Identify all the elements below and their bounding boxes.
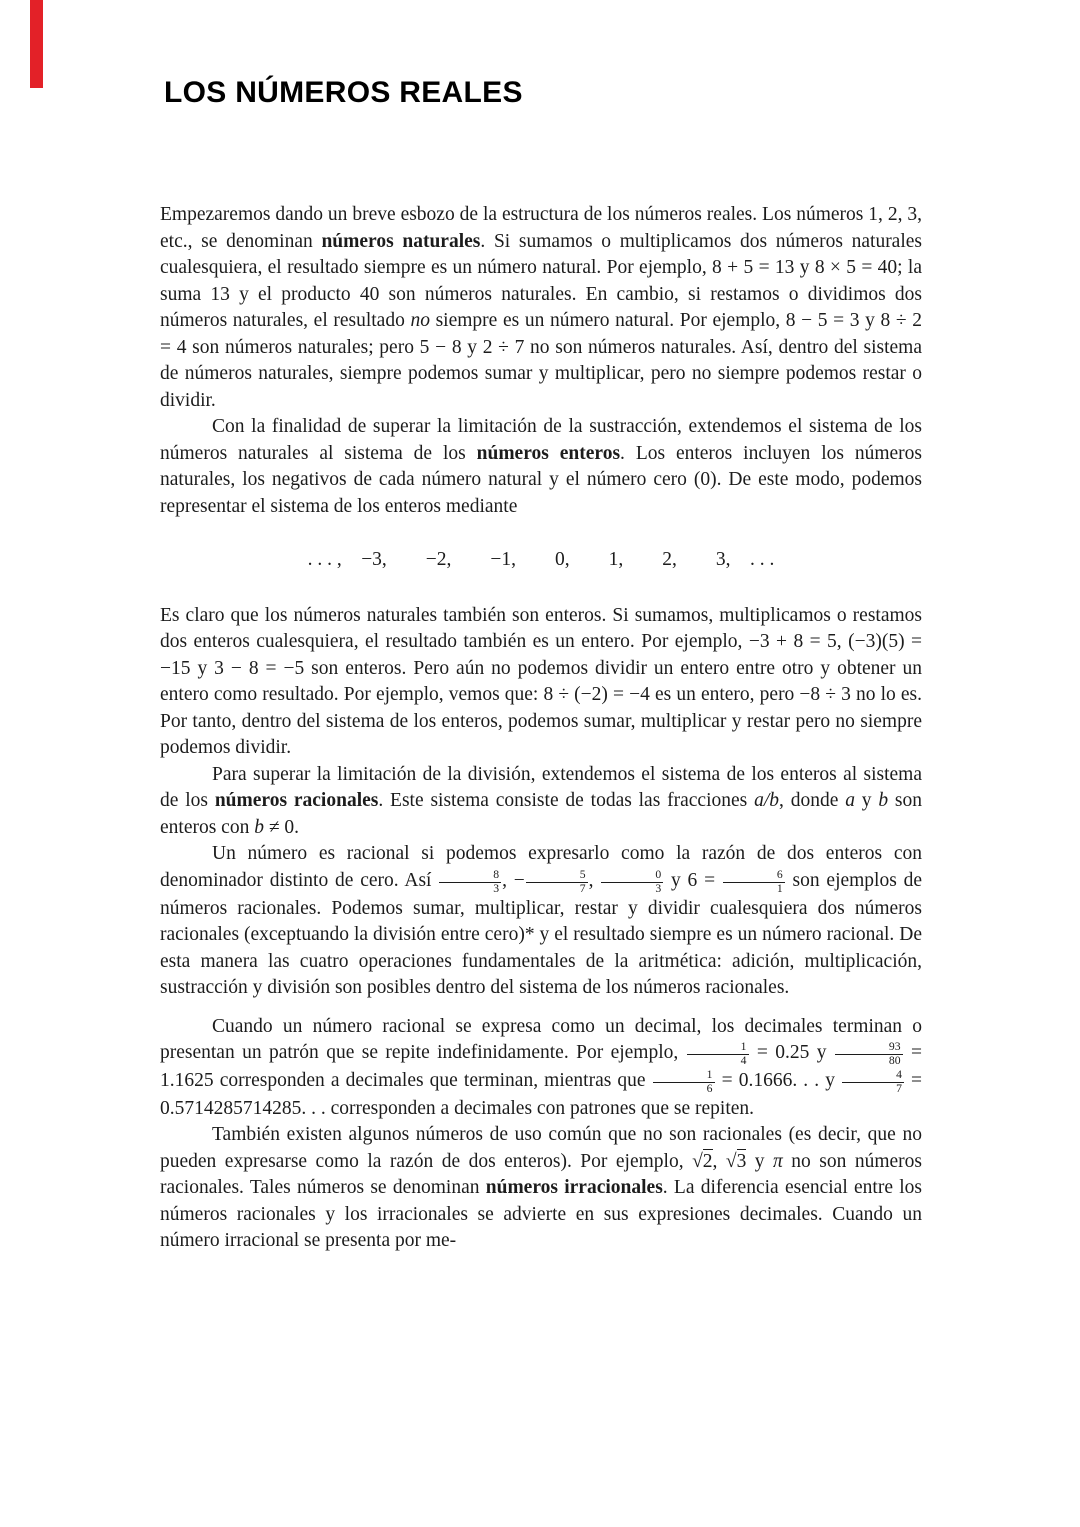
- text-run: . Si sumamos o multiplicamos dos números naturales cualesquiera, el resultado siempre es un número natural. Por ejemplo, 8 + 5 = 13 y 8 × 5 = 40; la suma 13 y el producto 40 son números naturales. En cambio, si restamos o dividimos dos números naturales, el resultado: [160, 230, 922, 332]
- text-run: a: [845, 790, 855, 812]
- text-run: . La diferencia esencial entre los números racionales y los irracionales se advierte en sus expresiones decimales. Cuando un número irracional se presenta por me-: [160, 1177, 922, 1252]
- inline-radical: √2: [692, 1150, 713, 1172]
- page-title: LOS NÚMEROS REALES: [164, 76, 523, 109]
- text-run: Para superar la limitación de la división, extendemos el sistema de los enteros al sistema de los: [160, 763, 922, 812]
- text-run: También existen algunos números de uso común que no son racionales (es decir, que no pueden expresarse como la razón de dos enteros). Por ejemplo,: [160, 1124, 922, 1172]
- text-run: b: [254, 816, 264, 838]
- text-run: Cuando un número racional se expresa como un decimal, los decimales terminan o presentan un patrón que se repite indefinidamente. Por ejemplo,: [160, 1015, 922, 1064]
- text-run: Con la finalidad de superar la limitación de la sustracción, extendemos el sistema de los números naturales al sistema de los: [160, 416, 922, 464]
- text-run: no: [410, 310, 430, 332]
- paragraph: [160, 762, 922, 842]
- integers-display-line: . . . , −3, −2, −1, 0, 1, 2, 3, . . .: [307, 549, 775, 571]
- paragraph: [160, 841, 922, 1001]
- text-run: = 0.25 y: [749, 1042, 834, 1064]
- text-run: Es claro que los números naturales también son enteros. Si sumamos, multiplicamos o restamos dos enteros cualesquiera, el resultado también es un entero. Por ejemplo, −3 + 8 = 5, (−3)(5) = −15 y 3 − 8 = −5 son enteros. Pero aún no podemos dividir un entero entre otro y obtener un entero como resultado. Por ejemplo, vemos que: 8 ÷ (−2) = −4 es un entero, pero −8 ÷ 3 no lo es. Por tanto, dentro del sistema de los enteros, podemos sumar, multiplicar y restar pero no siempre podemos dividir.: [160, 604, 922, 759]
- text-run: a/b: [754, 790, 779, 812]
- inline-fraction: $\frac{4}{7}$: [842, 1069, 904, 1096]
- text-run: siempre es un número natural. Por ejemplo, 8 − 5 = 3 y 8 ÷ 2 = 4 son números naturales; pero 5 − 8 y 2 ÷ 7 no son números naturales. Así, dentro del sistema de números naturales, siempre podemos sumar y multiplicar, pero no siempre podemos restar o dividir.: [160, 310, 922, 411]
- text-run: son ejemplos de números racionales. Podemos sumar, multiplicar, restar y dividir cualesquiera dos números racionales (exceptuando la división entre cero)* y el resultado siempre es un número racional. De esta manera las cuatro operaciones fundamentales de la aritmética: adición, multiplicación, sustracción y división son posibles dentro del sistema de los números racionales.: [160, 869, 923, 999]
- text-run: Un número es racional si podemos expresarlo como la razón de dos enteros con denominador distinto de cero. Así: [160, 843, 922, 891]
- text-run: números naturales: [321, 230, 481, 252]
- paragraph: [160, 603, 922, 762]
- body-text: [160, 202, 922, 1255]
- text-run: = 0.5714285714285. . . corresponden a decimales con patrones que se repiten.: [160, 1069, 923, 1119]
- inline-fraction: $\frac{8}{3}$: [439, 869, 501, 896]
- text-run: y: [854, 790, 879, 812]
- paragraph: [160, 414, 922, 520]
- text-run: b: [878, 790, 889, 812]
- text-run: ,: [588, 869, 601, 891]
- text-run: . Este sistema consiste de todas las fracciones: [378, 790, 755, 812]
- paragraph: [160, 202, 922, 414]
- text-run: números irracionales: [485, 1177, 663, 1199]
- text-run: ≠ 0.: [263, 816, 300, 838]
- paragraph: [160, 1014, 922, 1122]
- text-run: , donde: [779, 790, 846, 812]
- inline-fraction: $\frac{1}{6}$: [653, 1069, 715, 1096]
- text-run: son enteros con: [160, 790, 923, 838]
- text-run: y: [746, 1150, 774, 1172]
- inline-radical: √3: [725, 1150, 747, 1172]
- text-run: no son números racionales. Tales números se denominan: [160, 1150, 923, 1199]
- paragraph: [160, 1122, 922, 1255]
- inline-fraction: $\frac{1}{4}$: [687, 1041, 749, 1068]
- text-run: Empezaremos dando un breve esbozo de la estructura de los números reales. Los números 1, 2, 3, etc., se denominan: [160, 204, 922, 252]
- page-accent-bar: [30, 0, 43, 88]
- text-run: = 1.1625 corresponden a decimales que terminan, mientras que: [160, 1042, 922, 1091]
- text-run: . Los enteros incluyen los números naturales, los negativos de cada número natural y el número cero (0). De este modo, podemos representar el sistema de los enteros mediante: [160, 442, 922, 517]
- text-run: números racionales: [214, 790, 379, 812]
- inline-fraction: $\frac{5}{7}$: [526, 869, 588, 896]
- text-run: ,: [712, 1150, 726, 1172]
- inline-fraction: $\frac{93}{80}$: [835, 1041, 903, 1068]
- inline-fraction: $\frac{6}{1}$: [723, 869, 785, 896]
- text-run: y 6 =: [664, 869, 722, 891]
- inline-fraction: $\frac{0}{3}$: [601, 869, 663, 896]
- text-run: números enteros: [476, 442, 621, 464]
- text-run: π: [773, 1150, 783, 1172]
- text-run: , −: [502, 869, 525, 891]
- text-run: = 0.1666. . . y: [715, 1069, 842, 1091]
